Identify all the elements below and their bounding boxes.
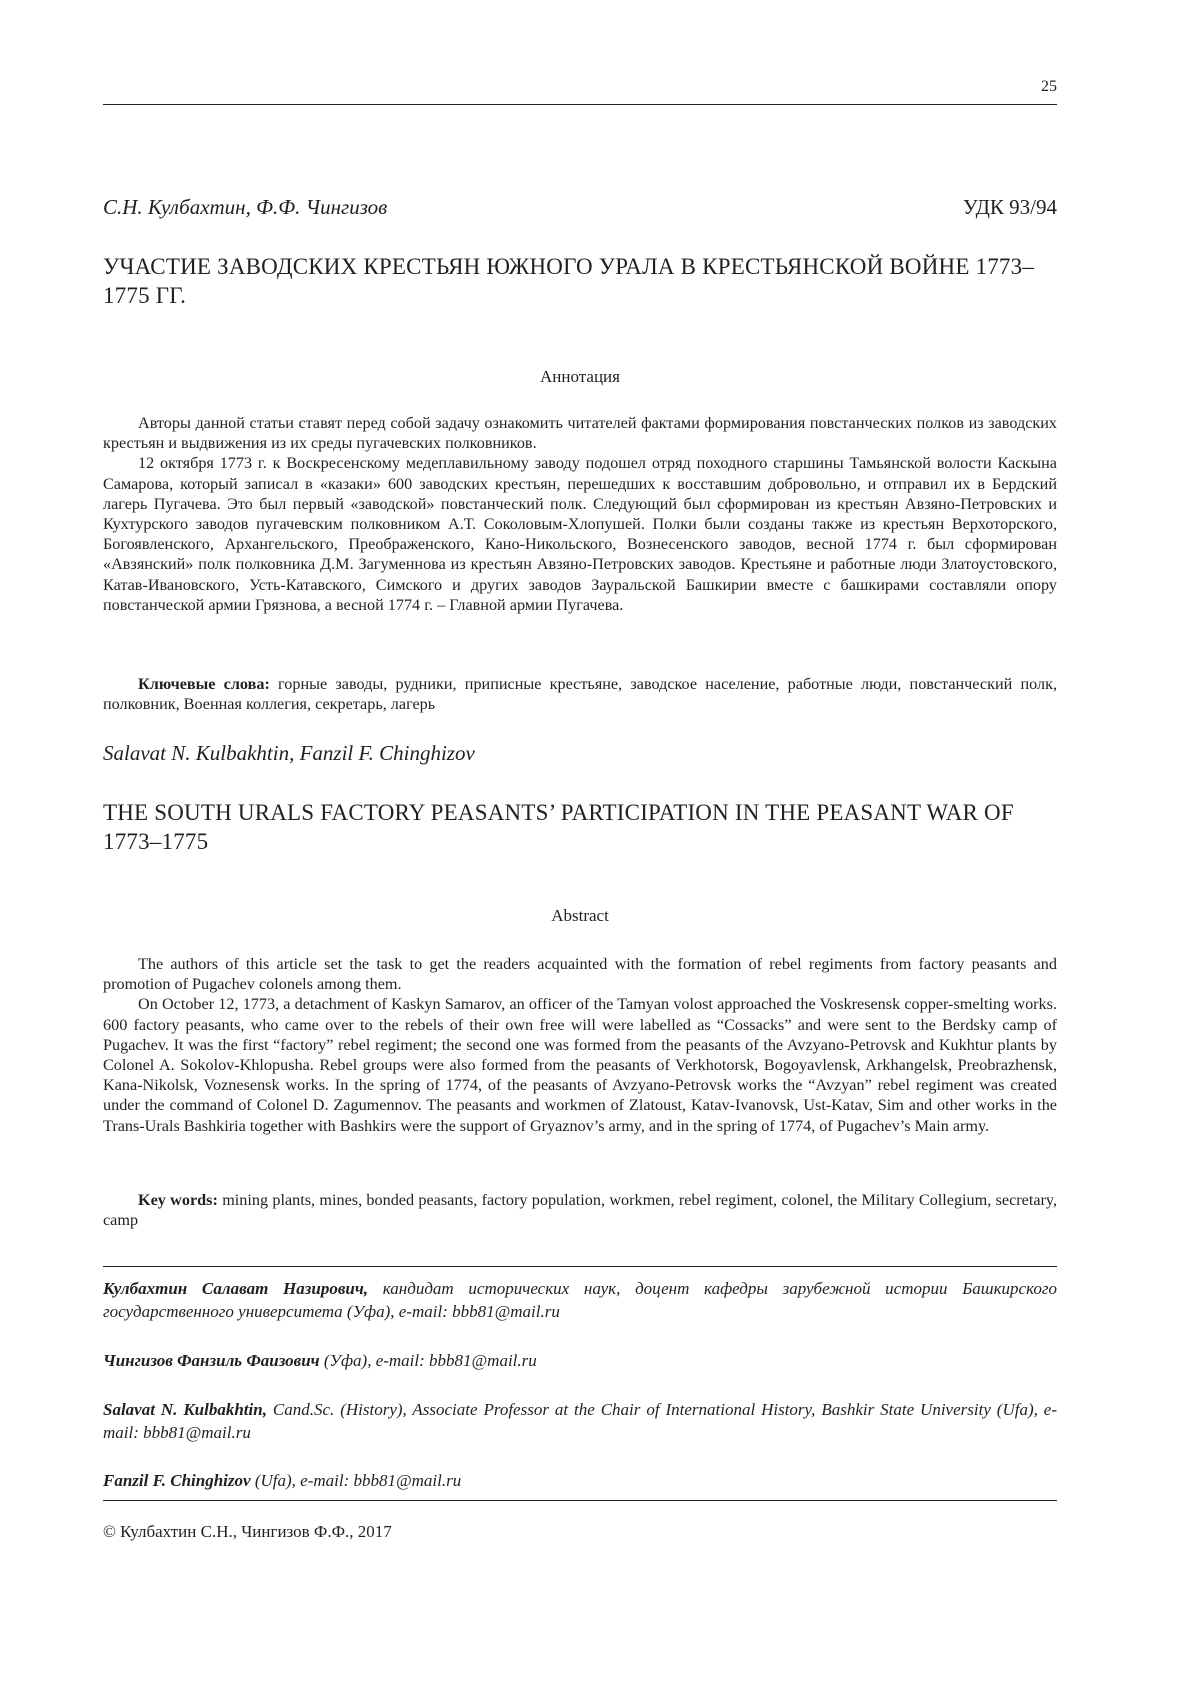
ru-abstract — [103, 413, 1057, 615]
en-keywords — [103, 1190, 1057, 1230]
author-bio-1-text: кандидат исторических наук, доцент кафедры зарубежной истории Башкирского государственного университета (Уфа), e-mail: bbb81@mail.ru — [103, 1279, 1058, 1321]
ru-abstract-paragraph-1: Авторы данной статьи ставят перед собой задачу ознакомить читателей фактами формирования повстанческих полков из заводских крестьян и выдвижения из их среды пугачевских полковников. — [103, 414, 1057, 453]
en-keywords-text: mining plants, mines, bonded peasants, factory population, workmen, rebel regiment, colonel, the Military Collegium, secretary, camp — [103, 1191, 1058, 1230]
ru-abstract-paragraph-2: 12 октября 1773 г. к Воскресенскому медеплавильному заводу подошел отряд походного старшины Тамьянской волости Каскына Самарова, который записал в «казаки» 600 заводских крестьян, перешедших к восставшим добровольно, и отправил их в Бердский лагерь Пугачева. Это был первый «заводской» повстанческий полк. Следующий был сформирован из крестьян Авзяно-Петровских и Кухтурского заводов пугачевским полковником А.Т. Соколовым-Хлопушей. Полки были созданы также из крестьян Верхоторского, Богоявленского, Архангельского, Преображенского, Кано-Никольского, Вознесенского заводов, весной 1774 г. был сформирован «Авзянский» полк полковника Д.М. Загуменнова из крестьян Авзяно-Петровских заводов. Крестьяне и работные люди Златоустовского, Катав-Ивановского, Усть-Катавского, Симского и других заводов Зауральской Башкирии вместе с башкирами составляли опору повстанческой армии Грязнова, а весной 1774 г. – Главной армии Пугачева. — [103, 454, 1057, 614]
author-bio-3 — [103, 1398, 1057, 1444]
copyright-notice: © Кулбахтин С.Н., Чингизов Ф.Ф., 2017 — [103, 1522, 392, 1541]
author-bio-2-text: (Уфа), e-mail: bbb81@mail.ru — [323, 1351, 537, 1370]
en-keywords-label: Key words: — [138, 1191, 218, 1209]
author-bio-2 — [103, 1349, 1057, 1372]
author-bio-3-name: Salavat N. Kulbakhtin, — [103, 1400, 267, 1419]
author-info-top-rule — [103, 1266, 1057, 1267]
author-bio-3-text: Cand.Sc. (History), Associate Professor at the Chair of International History, Bashkir State University (Ufa), e-mail: bbb81@mail.ru — [103, 1400, 1057, 1442]
en-abstract-paragraph-2: On October 12, 1773, a detachment of Kaskyn Samarov, an officer of the Tamyan volost approached the Voskresensk copper-smelting works. 600 factory peasants, who came over to the rebels of their own free will were labelled as “Cossacks” and were sent to the Berdsky camp of Pugachev. It was the first “factory” rebel regiment; the second one was formed from the peasants of the Avzyano-Petrovsk and Kukhtur plants by Colonel A. Sokolov-Khlopusha. Rebel groups were also formed from the peasants of Verkhotorsk, Bogoyavlensk, Arkhangelsk, Preobrazhensk, Kana-Nikolsk, Voznesensk works. In the spring of 1774, of the peasants of Avzyano-Petrovsk works the “Avzyan” rebel regiment was created under the command of Colonel D. Zagumennov. The peasants and workmen of Zlatoust, Katav-Ivanovsk, Ust-Katav, Sim and other works in the Trans-Urals Bashkiria together with Bashkirs were the support of Gryaznov’s army, and in the spring of 1774, of Pugachev’s Main army. — [103, 995, 1057, 1135]
author-bio-1-name: Кулбахтин Салават Назирович, — [103, 1279, 369, 1298]
author-bio-2-name: Чингизов Фанзиль Фаизович — [103, 1351, 320, 1370]
en-abstract-paragraph-1: The authors of this article set the task to get the readers acquainted with the formation of rebel regiments from factory peasants and promotion of Pugachev colonels among them. — [103, 955, 1057, 994]
ru-keywords-label: Ключевые слова: — [138, 675, 270, 693]
en-authors: Salavat N. Kulbakhtin, Fanzil F. Chinghizov — [103, 741, 475, 765]
en-article-title: THE SOUTH URALS FACTORY PEASANTS’ PARTICIPATION IN THE PEASANT WAR OF 1773–1775 — [103, 800, 1014, 854]
page-number: 25 — [1041, 78, 1057, 95]
ru-author-line — [103, 195, 1057, 220]
ru-authors: С.Н. Кулбахтин, Ф.Ф. Чингизов — [103, 195, 388, 219]
ru-abstract-heading: Аннотация — [540, 367, 620, 386]
ru-keywords — [103, 674, 1057, 714]
ru-keywords-text: горные заводы, рудники, приписные крестьяне, заводское население, работные люди, повстанческий полк, полковник, Военная коллегия, секретарь, лагерь — [103, 675, 1057, 714]
udk-code: УДК 93/94 — [962, 195, 1057, 219]
ru-article-title: УЧАСТИЕ ЗАВОДСКИХ КРЕСТЬЯН ЮЖНОГО УРАЛА В КРЕСТЬЯНСКОЙ ВОЙНЕ 1773–1775 ГГ. — [103, 254, 1035, 308]
en-abstract — [103, 954, 1057, 1136]
author-bio-4-text: (Ufa), e-mail: bbb81@mail.ru — [254, 1471, 462, 1490]
en-abstract-heading: Abstract — [551, 906, 609, 925]
author-bio-1 — [103, 1277, 1057, 1323]
header-rule — [103, 104, 1057, 105]
author-info-bottom-rule — [103, 1500, 1057, 1501]
author-bio-4-name: Fanzil F. Chinghizov — [103, 1471, 251, 1490]
author-bio-4 — [103, 1469, 1057, 1492]
